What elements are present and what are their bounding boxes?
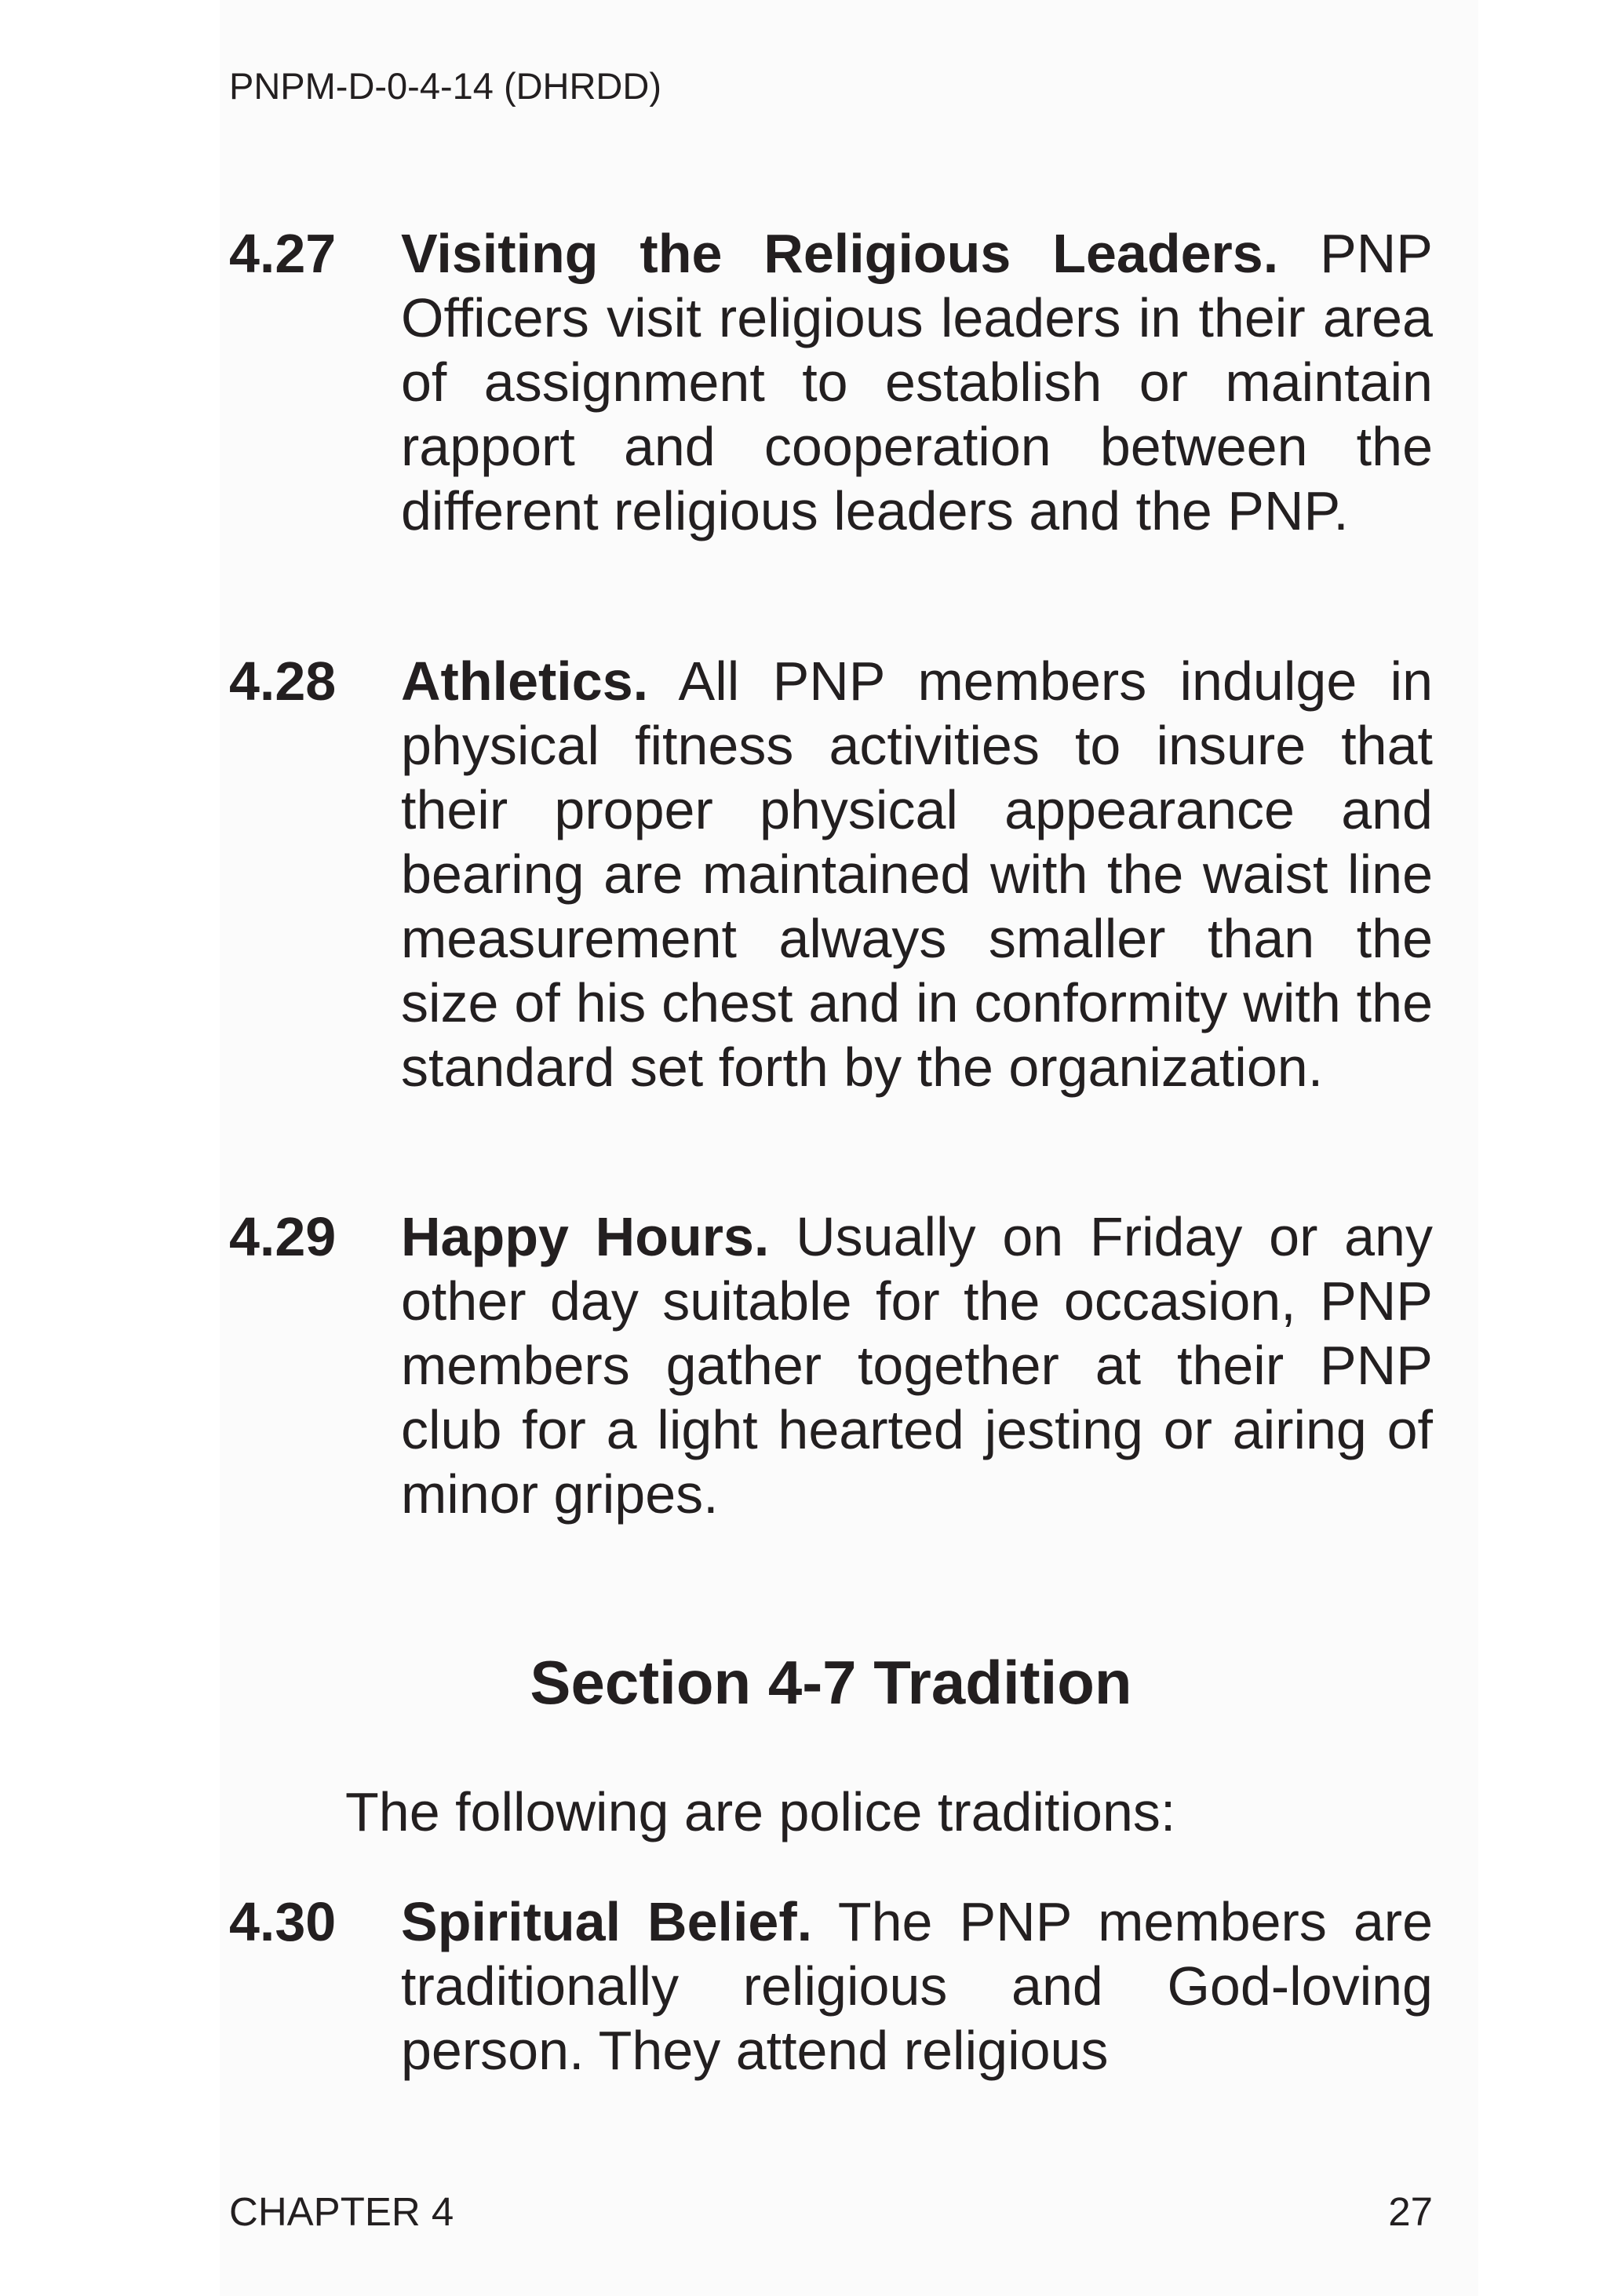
paragraph-body (401, 1890, 1433, 2083)
paragraph-4-28 (229, 649, 1433, 1099)
paragraph-text: PNP Officers visit religious leaders in their area of assignment to establish or maintain rapport and cooperation between the different religious leaders and the PNP. (401, 223, 1433, 541)
paragraph-heading: Visiting the Religious Leaders. (401, 223, 1279, 284)
paragraph-body (401, 221, 1433, 543)
paragraph-number: 4.30 (229, 1891, 337, 1952)
paragraph-number: 4.28 (229, 651, 337, 712)
paragraph-4-30 (229, 1890, 1433, 2083)
paragraph-4-27 (229, 221, 1433, 543)
paragraph-text: The PNP members are traditionally religious and God-loving person. They attend religious (401, 1891, 1434, 2081)
paragraph-body (401, 649, 1433, 1099)
paragraph-text: Usually on Friday or any other day suitable for the occasion, PNP members gather together at their PNP club for a light hearted jesting or airing of minor gripes. (401, 1206, 1433, 1525)
paragraph-number: 4.27 (229, 223, 337, 284)
chapter-label: CHAPTER 4 (229, 2189, 454, 2234)
paragraph-number: 4.29 (229, 1206, 337, 1267)
paragraph-heading: Spiritual Belief. (401, 1891, 813, 1952)
page-number: 27 (1388, 2189, 1433, 2234)
paragraph-text: All PNP members indulge in physical fitness activities to insure that their proper physical appearance and bearing are maintained with the waist line measurement always smaller than the size of his chest and in conformity with the standard set forth by the organization. (401, 651, 1434, 1098)
section-intro: The following are police traditions: (345, 1781, 1176, 1842)
paragraph-heading: Athletics. (401, 651, 649, 712)
paragraph-body (401, 1204, 1433, 1526)
paragraph-4-29 (229, 1204, 1433, 1526)
section-title: Section 4-7 Tradition (530, 1648, 1132, 1717)
document-code-header: PNPM-D-0-4-14 (DHRDD) (229, 65, 661, 107)
paragraph-heading: Happy Hours. (401, 1206, 770, 1267)
